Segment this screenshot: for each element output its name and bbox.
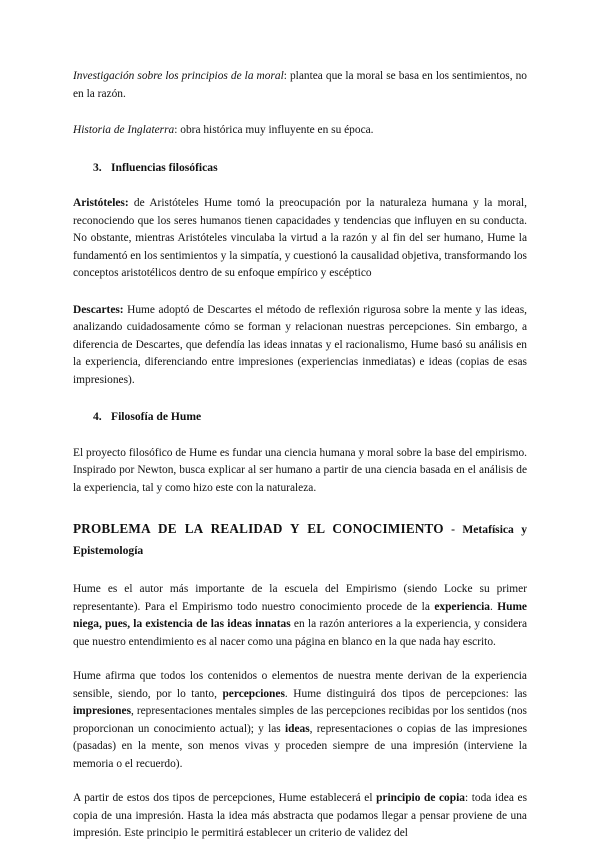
main-heading-problema: PROBLEMA DE LA REALIDAD Y EL CONOCIMIENTO - Metafísica y Epistemología [73, 521, 528, 557]
paragraph-historia: Historia de Inglaterra: obra histórica muy influyente en su época. [73, 124, 374, 136]
paragraph-empirismo: Hume es el autor más importante de la escuela del Empirismo (siendo Locke su primer representante). Para el Empirismo todo nuestro conocimiento procede de la experiencia. Hume niega, pues, la existencia de las ideas innatas en la razón anteriores a la experiencia, y considera que nuestro entendimiento es al nacer como una página en blanco en la que nada hay escrito. [73, 583, 527, 648]
paragraph-aristoteles: Aristóteles: de Aristóteles Hume tomó la preocupación por la naturaleza humana y la moral, reconociendo que los seres humanos tienen capacidades y tendencias que influyen en su conducta. No obstante, mientras Aristóteles vinculaba la virtud a la razón y al fin del ser humano, Hume la fundamentó en los sentimientos y la simpatía, y cuestionó la causalidad objetiva, transformando los conceptos aristotélicos dentro de su enfoque empírico y escéptico [73, 197, 527, 279]
paragraph-investigacion: Investigación sobre los principios de la moral: plantea que la moral se basa en los sentimientos, no en la razón. [73, 70, 528, 100]
paragraph-proyecto: El proyecto filosófico de Hume es fundar una ciencia humana y moral sobre la base del empirismo. Inspirado por Newton, busca explicar al ser humano a partir de una ciencia basada en el análisis de la experiencia, tal y como hizo este con la naturaleza. [73, 446, 527, 494]
work-title: Historia de Inglaterra [73, 124, 175, 136]
section-heading-filosofia: 4. Filosofía de Hume [93, 410, 202, 423]
paragraph-percepciones: Hume afirma que todos los contenidos o elementos de nuestra mente derivan de la experiencia sensible, siendo, por lo tanto, percepciones. Hume distinguirá dos tipos de percepciones: las impresiones, representaciones mentales simples de las percepciones recibidas por los sentidos (nos proporcionan un conocimiento actual); y las ideas, representaciones o copias de las impresiones (pasadas) en la mente, son menos vivas y proceden siempre de una impresión (interviene la memoria o el recuerdo). [73, 670, 527, 770]
paragraph-descartes: Descartes: Hume adoptó de Descartes el método de reflexión rigurosa sobre la mente y las ideas, analizando cuidadosamente cómo se forman y relacionan nuestras percepciones. Sin embargo, a diferencia de Descartes, que defendía las ideas innatas y el racionalismo, Hume basó su análisis en la experiencia, diferenciando entre impresiones (experiencias inmediatas) e ideas (copias de esas impresiones). [73, 303, 527, 386]
paragraph-copia: A partir de estos dos tipos de percepciones, Hume establecerá el principio de copia: toda idea es copia de una impresión. Hasta la idea más abstracta que podamos llegar a pensar proviene de una impresión. Este principio le permitirá establecer un criterio de validez del [73, 792, 527, 839]
section-heading-influencias: 3. Influencias filosóficas [93, 160, 218, 174]
work-title: Investigación sobre los principios de la moral [73, 70, 284, 82]
